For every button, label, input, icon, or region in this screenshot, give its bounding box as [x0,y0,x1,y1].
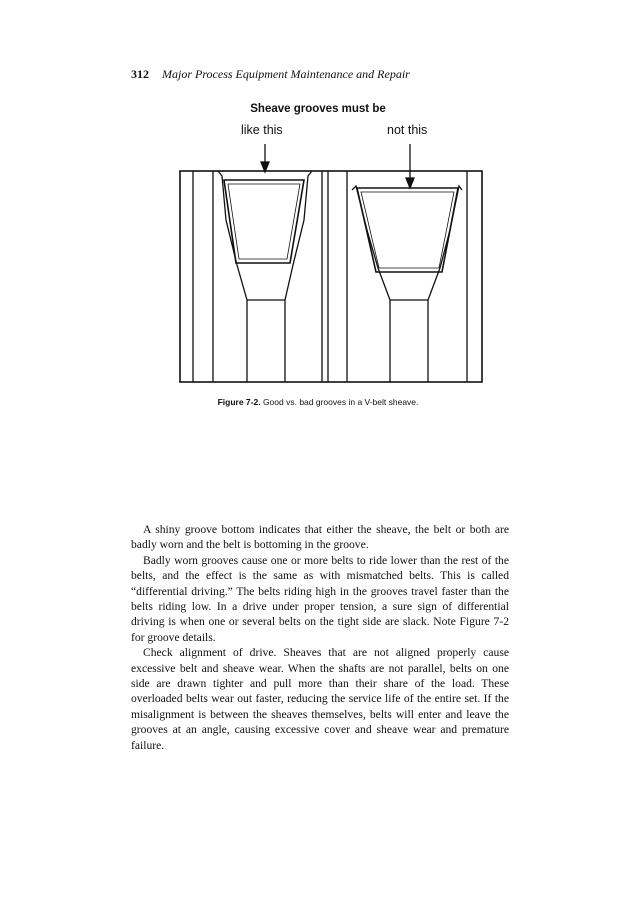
page-number: 312 [131,67,149,81]
arrow-good [261,144,269,172]
arrow-bad [406,144,414,188]
good-groove [218,171,312,382]
figure-title: Sheave grooves must be [250,103,386,115]
caption-label: Figure 7-2. [217,397,261,407]
paragraph: A shiny groove bottom indicates that either the sheave, the belt or both are badly worn and the belt is bottoming in the groove. [131,523,509,552]
running-title: Major Process Equipment Maintenance and Repair [162,67,410,81]
caption-text: Good vs. bad grooves in a V-belt sheave. [262,397,419,407]
bad-groove [352,186,462,382]
figure-caption [0,397,636,407]
good-belt [224,180,304,263]
body-text [131,522,509,753]
paragraph: Check alignment of drive. Sheaves that are not aligned properly cause excessive belt and sheave wear. When the shafts are not parallel, belts on one side are drawn tighter and pull more than their share of the load. These overloaded belts wear out faster, reducing the service life of the entire set. If the misalignment is between the sheaves themselves, belts will enter and leave the grooves at an angle, causing excessive cover and sheave wear and premature failure. [131,646,509,752]
label-good-groove: like this [241,123,283,137]
paragraph: Badly worn grooves cause one or more belts to ride lower than the rest of the belts, and the effect is the same as with mismatched belts. This is called “differential driving.” The belts riding high in the grooves travel faster than the belts riding low. In a drive under proper tension, a sure sign of differential driving is when one or several belts on the tight side are slack. Note Figure 7-2 for groove details. [131,553,509,644]
label-bad-groove: not this [387,123,428,137]
